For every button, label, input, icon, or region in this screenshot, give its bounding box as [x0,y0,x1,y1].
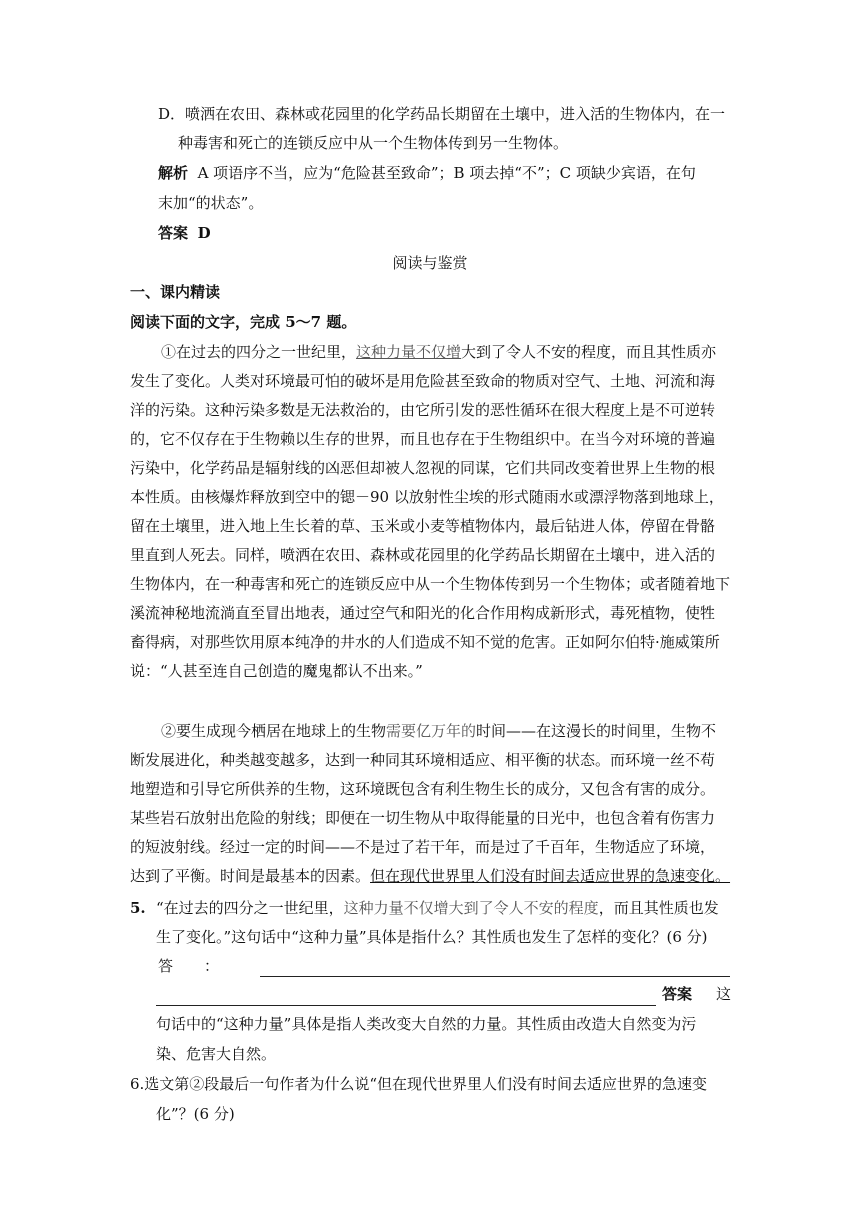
q5-answer-line-3: 染、危害大自然。 [156,1045,277,1063]
answer-line [158,222,211,244]
answer-label: 答案 [158,224,189,242]
q5-line1-end: ，而且其性质也发 [598,899,719,917]
passage1-line-9: 生物体内，在一种毒害和死亡的连锁反应中从一个生物体传到另一个生物体；或者随着地下 [130,575,731,593]
analysis-label: 解析 [158,164,189,182]
passage1-line-10: 溪流神秘地流淌直至冒出地表，通过空气和阳光的化合作用构成新形式，毒死植物，使牲 [130,604,716,622]
answer-value: D [197,224,211,242]
passage2-line-5: 的短波射线。经过一定的时间——不是过了若干年，而是过了千百年，生物适应了环境， [130,838,716,856]
q5-answer-prompt-char1: 答 [158,957,174,975]
analysis-line-1 [158,162,696,184]
passage2-l6-start: 达到了平衡。时间是最基本的因素。 [130,867,371,885]
q5-line1-start: “在过去的四分之一世纪里， [156,899,344,917]
passage1-line-6: 本性质。由核爆炸释放到空中的锶－90 以放射性尘埃的形式随雨水或漂浮物落到地球上， [130,488,724,506]
q5-line-2: 生了变化。”这句话中“这种力量”具体是指什么？其性质也发生了怎样的变化？(6 分) [156,928,708,946]
q5-line1-gray: 这种力量不仅增大到了令人不安的程度 [343,899,599,917]
passage2-line-2: 断发展进化，种类越变越多，达到一种同其环境相适应、相平衡的状态。而环境一丝不苟 [130,751,716,769]
q5-answer-blank-1[interactable] [260,976,730,977]
q5-answer-line-2: 句话中的“这种力量”具体是指人类改变大自然的力量。其性质由改造大自然变为污 [156,1015,697,1033]
q6-line-2: 化”？(6 分) [156,1105,235,1123]
q5-answer-prompt-char2: ： [204,957,220,975]
passage1-line-4: 的，它不仅存在于生物赖以生存的世界，而且也存在于生物组织中。在当今对环境的普遍 [130,430,716,448]
passage2-line-1 [161,720,716,742]
analysis-text-1: A 项语序不当，应为“危险甚至致命”；B 项去掉“不”；C 项缺少宾语，在句 [197,164,696,182]
q5-answer-blank-2[interactable] [156,1005,656,1006]
passage2-line-4: 某些岩石放射出危险的射线；即便在一切生物从中取得能量的日光中，也包含着有伤害力 [130,809,716,827]
passage1-l1-end: 大到了令人不安的程度，而且其性质亦 [461,343,717,361]
passage2-line-3: 地塑造和引导它所供养的生物，这环境既包含有利生物生长的成分，又包含有害的成分。 [130,780,716,798]
passage2-l1-end: 时间——在这漫长的时间里，生物不 [476,722,717,740]
passage1-line-12: 说：“人甚至连自己创造的魔鬼都认不出来。” [130,662,423,680]
passage1-l1-start: ①在过去的四分之一世纪里， [161,343,357,361]
passage2-line-6 [130,865,730,887]
passage2-l1-gray: 需要亿万年的 [386,722,477,740]
passage2-l1-start: ②要生成现今栖居在地球上的生物 [161,722,387,740]
instruction: 阅读下面的文字，完成 5～7 题。 [130,313,357,331]
passage1-line-7: 留在土壤里，进入地上生长着的草、玉米或小麦等植物体内，最后钻进人体，停留在骨骼 [130,517,716,535]
passage1-line-3: 洋的污染。这种污染多数是无法救治的，由它所引发的恶性循环在很大程度上是不可逆转 [130,401,716,419]
analysis-line-2: 末加“的状态”。 [158,194,264,212]
passage1-l1-underlined: 这种力量不仅增 [356,343,462,361]
section-title: 阅读与鉴赏 [392,254,468,272]
q5-line-1 [156,897,719,919]
passage1-line-11: 畜得病，对那些饮用原本纯净的井水的人们造成不知不觉的危害。正如阿尔伯特·施威策所 [130,633,720,651]
passage1-line-2: 发生了变化。人类对环境最可怕的破坏是用危险甚至致命的物质对空气、土地、河流和海 [130,372,716,390]
q5-answer-start: 这 [716,985,732,1003]
q5-answer-label: 答案 [662,985,693,1003]
passage1-line-5: 污染中，化学药品是辐射线的凶恶但却被人忽视的同谋，它们共同改变着世界上生物的根 [130,459,716,477]
part-heading: 一、课内精读 [130,283,221,301]
q5-number: 5. [130,899,146,917]
option-d-line-2: 种毒害和死亡的连锁反应中从一个生物体传到另一生物体。 [178,134,569,152]
passage2-l6-underlined: 但在现代世界里人们没有时间去适应世界的急速变化。 [370,867,731,885]
option-d-line-1: D．喷洒在农田、森林或花园里的化学药品长期留在土壤中，进入活的生物体内，在一 [158,105,726,123]
q6-line-1: 6.选文第②段最后一句作者为什么说“但在现代世界里人们没有时间去适应世界的急速变 [130,1075,707,1093]
passage1-line-1 [161,341,716,363]
passage1-line-8: 里直到人死去。同样，喷洒在农田、森林或花园里的化学药品长期留在土壤中，进入活的 [130,546,716,564]
